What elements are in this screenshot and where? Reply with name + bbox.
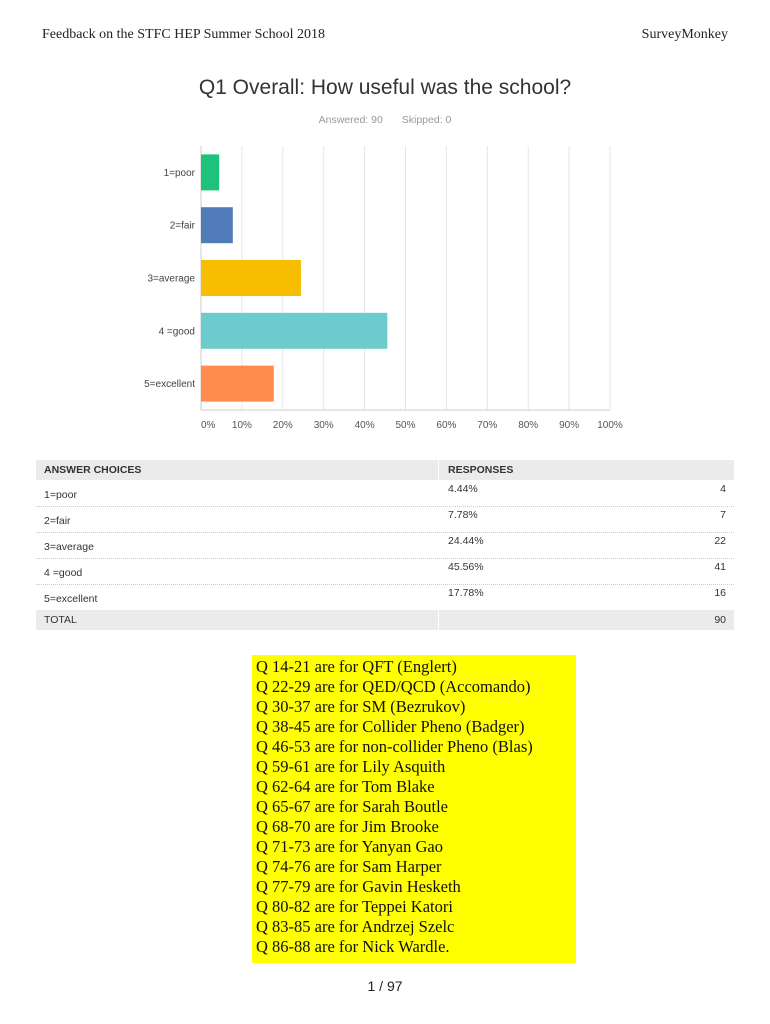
question-title: Q1 Overall: How useful was the school? [198,76,572,99]
note-line: Q 80-82 are for Teppei Katori [256,897,453,916]
note-line: Q 86-88 are for Nick Wardle. [256,937,450,956]
note-line: Q 65-67 are for Sarah Boutle [256,797,448,816]
row-count: 16 [714,587,726,599]
table-row [36,558,734,585]
total-count: 90 [714,614,726,626]
row-count: 7 [720,509,726,521]
x-tick-label: 70% [477,420,498,431]
x-tick-label: 40% [354,420,375,431]
bar [201,366,274,402]
category-label: 5=excellent [144,379,195,391]
note-line: Q 68-70 are for Jim Brooke [256,817,439,836]
row-percent: 7.78% [448,509,478,521]
row-count: 41 [714,561,726,573]
total-label: TOTAL [44,614,77,626]
note-line: Q 14-21 are for QFT (Englert) [256,657,457,676]
table-row [36,480,734,507]
x-tick-label: 60% [436,420,457,431]
row-percent: 24.44% [448,535,484,547]
table-header [36,460,734,480]
note-line: Q 83-85 are for Andrzej Szelc [256,917,455,936]
note-line: Q 59-61 are for Lily Asquith [256,757,446,776]
category-label: 4 =good [158,326,195,338]
x-tick-label: 10% [231,420,252,431]
page-header-title: Feedback on the STFC HEP Summer School 2018 [42,27,325,42]
table-row [36,584,734,611]
row-choice: 1=poor [44,489,77,501]
row-choice: 2=fair [44,515,71,527]
row-percent: 17.78% [448,587,484,599]
answered-count: Answered: 90 [318,114,383,126]
bar-chart [0,0,770,450]
row-percent: 4.44% [448,483,478,495]
header-answer-choices: ANSWER CHOICES [44,464,142,476]
note-line: Q 46-53 are for non-collider Pheno (Blas) [256,737,533,756]
row-count: 22 [714,535,726,547]
x-tick-label: 20% [272,420,293,431]
bar [201,154,219,190]
header-responses: RESPONSES [448,464,514,476]
table-row [36,532,734,559]
category-label: 1=poor [163,167,195,179]
question-mapping-note [252,655,576,963]
row-percent: 45.56% [448,561,484,573]
page-header-brand: SurveyMonkey [641,27,728,42]
row-choice: 5=excellent [44,593,98,605]
x-tick-label: 0% [201,420,216,431]
table-total-row [36,610,734,630]
note-line: Q 22-29 are for QED/QCD (Accomando) [256,677,531,696]
note-line: Q 74-76 are for Sam Harper [256,857,442,876]
note-line: Q 77-79 are for Gavin Hesketh [256,877,461,896]
x-tick-label: 30% [313,420,334,431]
table-row [36,506,734,533]
x-tick-label: 90% [559,420,580,431]
x-tick-label: 50% [395,420,416,431]
category-label: 2=fair [169,220,195,232]
x-tick-label: 100% [597,420,623,431]
row-choice: 4 =good [44,567,83,579]
row-choice: 3=average [44,541,94,553]
bar [201,207,233,243]
skipped-count: Skipped: 0 [401,114,452,126]
column-divider [438,460,439,630]
bar [201,313,387,349]
note-line: Q 71-73 are for Yanyan Gao [256,837,443,856]
note-line: Q 30-37 are for SM (Bezrukov) [256,697,466,716]
page-number: 1 / 97 [367,978,403,994]
x-tick-label: 80% [518,420,539,431]
note-line: Q 62-64 are for Tom Blake [256,777,435,796]
bar [201,260,301,296]
category-label: 3=average [147,273,195,285]
row-count: 4 [720,483,726,495]
note-line: Q 38-45 are for Collider Pheno (Badger) [256,717,525,736]
